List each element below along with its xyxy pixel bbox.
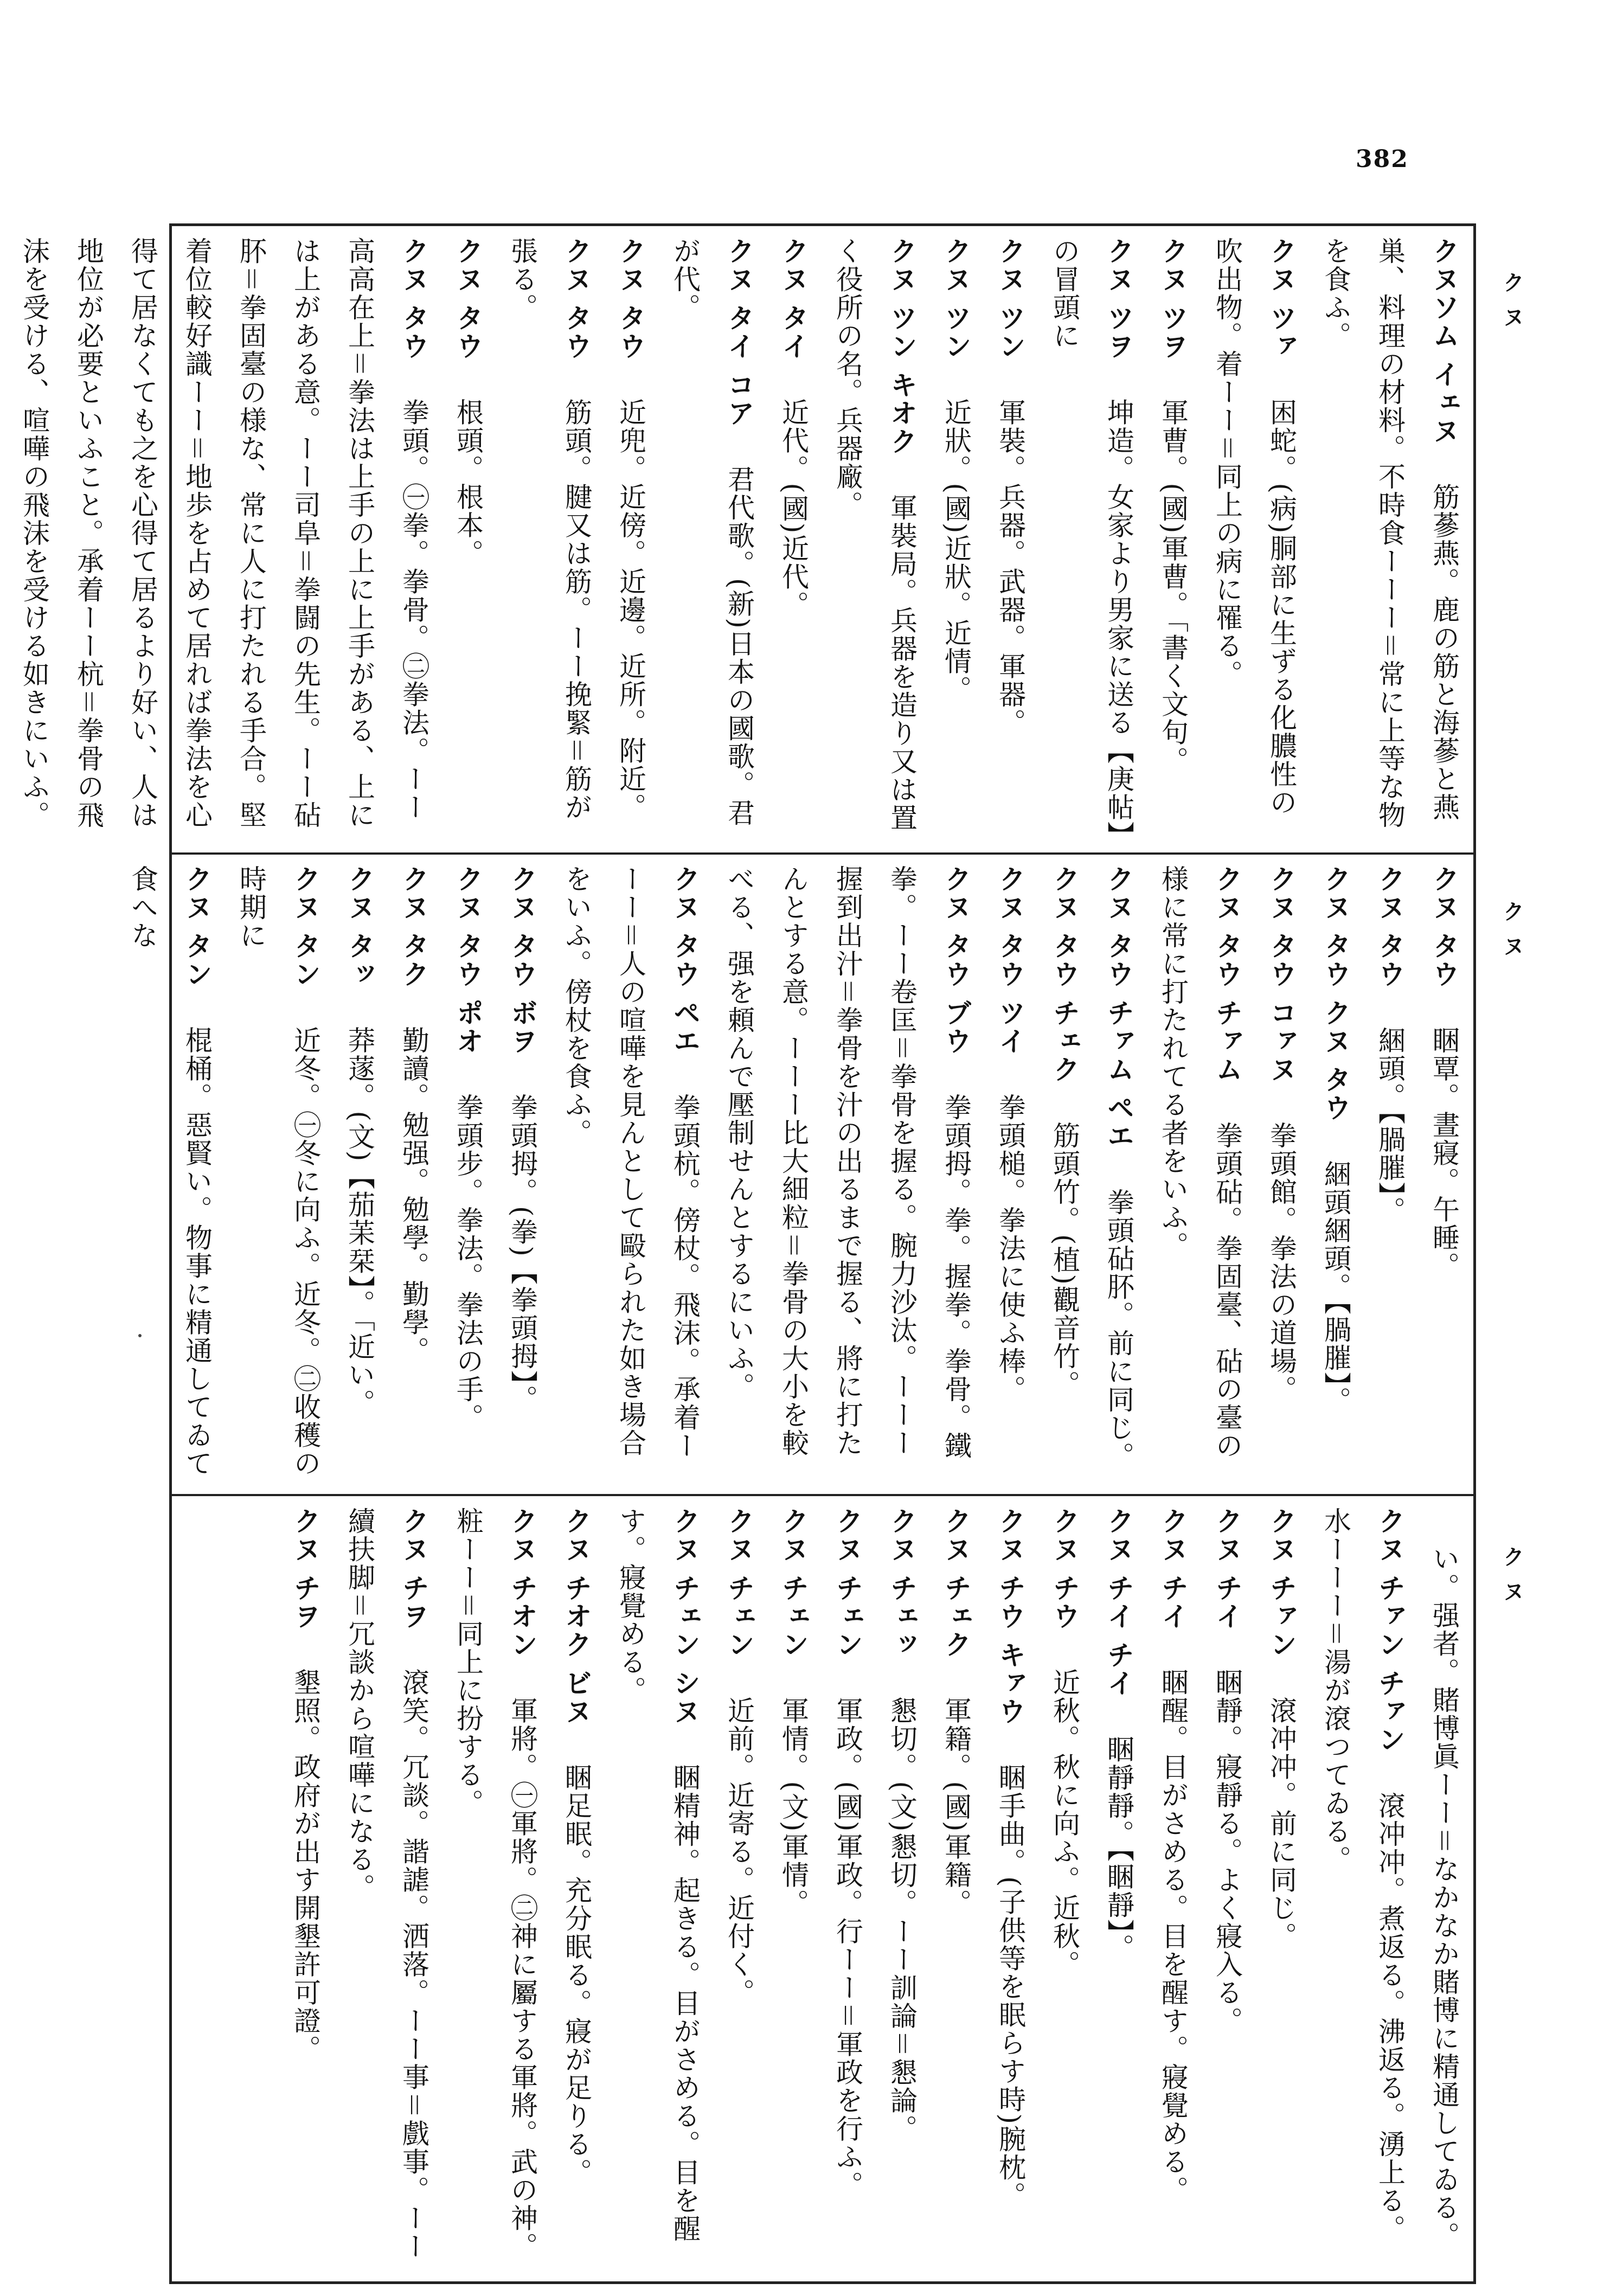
entry-headword: クヌ チヲ — [290, 1507, 321, 1631]
dictionary-entry — [1092, 1507, 1146, 2269]
entry-definition: 拳頭。㊀拳。拳骨。㊁拳法。ーー高高在上＝拳法は上手の上に上手がある、上には上がある意。ーー司阜＝拳闘の先生。ーー砧肧＝拳固臺の様な、常に人に打たれる手合。堅着位較好識ーー＝地歩を占めて居れば拳法を心得て居なくても之を心得て居るより好い、人は地位が必要といふこと。承着ーー杭＝拳骨の飛沫を受ける、喧嘩の飛沫を受ける如きにいふ。 — [18, 237, 429, 829]
dictionary-entry — [1037, 865, 1092, 1483]
entry-headword: クヌ チェン — [778, 1507, 809, 1659]
entry-definition: 拳頭步。拳法。拳法の手。 — [452, 1093, 484, 1432]
entry-definition: い。强者。賭博眞ーー＝なかなか賭博に精通してゐる。 — [1428, 1545, 1460, 2250]
entry-headword: クヌ タウ コァヌ — [1266, 865, 1297, 1083]
entry-definition: 睏手曲。(子供等を眠らす時)腕枕。 — [995, 1763, 1026, 2210]
dictionary-entry — [1417, 1507, 1471, 2269]
entry-headword: クヌ タウ — [452, 237, 484, 361]
entry-headword: クヌ ツン — [995, 237, 1026, 361]
dictionary-tier-bottom — [179, 1507, 1471, 2269]
dictionary-entry — [332, 1507, 441, 2269]
entry-definition: 近秋。秋に向ふ。近秋。 — [1049, 1668, 1080, 1979]
entry-definition: 睏靜靜。【睏靜】。 — [1103, 1735, 1134, 1962]
dictionary-entry — [1308, 237, 1471, 844]
dictionary-tier-middle — [127, 865, 1471, 1483]
entry-headword: クヌ タウ — [561, 237, 592, 361]
entry-headword: クヌ タウ — [615, 237, 646, 361]
entry-headword: クヌ チェン シヌ — [669, 1507, 701, 1726]
entry-definition: 墾照。政府が出す開墾許可證。 — [290, 1668, 321, 2063]
running-header-middle: クヌ — [1499, 900, 1525, 970]
dictionary-entry — [1417, 865, 1471, 1483]
entry-headword: クヌソム イェヌ — [1428, 237, 1460, 445]
page-number: 382 — [1356, 145, 1409, 173]
entry-definition: 滾冲冲。前に同じ。 — [1266, 1696, 1297, 1951]
dictionary-entry — [441, 865, 495, 1483]
dictionary-entry — [1254, 865, 1308, 1483]
entry-headword: クヌ タイ — [778, 237, 809, 361]
dictionary-entry — [387, 865, 441, 1483]
tier-divider — [172, 852, 1473, 855]
entry-headword: クヌ チァン — [1266, 1507, 1297, 1659]
entry-definition: 勤讀。勉强。勉學。勤學。 — [398, 1026, 429, 1365]
dictionary-entry — [116, 865, 224, 1483]
dictionary-tier-top — [18, 237, 1471, 844]
dictionary-entry — [441, 1507, 549, 2269]
dictionary-entry — [875, 1507, 929, 2269]
entry-definition: 根頭。根本。 — [452, 398, 484, 568]
dictionary-entry — [7, 237, 441, 844]
entry-definition: 拳頭拇。拳。握拳。拳骨。鐵拳。ーー卷匡＝拳骨を握る。腕力沙汰。ーーー握到出汁＝拳骨を汁の出るまで握る、將に打たんとする意。ーーー比大細粒＝拳骨の大小を較べる、强を頼んで壓制せんとするにいふ。 — [723, 865, 972, 1460]
print-speck — [138, 1334, 142, 1337]
entry-headword: クヌ チウ — [1049, 1507, 1080, 1631]
dictionary-entry — [1363, 865, 1417, 1483]
entry-headword: クヌ タウ ブウ — [940, 865, 972, 1055]
entry-definition: 懇切。(文)懇切。ーー訓論＝懇論。 — [886, 1696, 918, 2143]
dictionary-entry — [1037, 1507, 1092, 2269]
entry-headword: クヌ タウ — [1428, 865, 1460, 989]
entry-headword: クヌ チイ — [1211, 1507, 1243, 1631]
entry-definition: 綑頭。【腡膗】。 — [1374, 1026, 1406, 1225]
tier-divider — [172, 1494, 1473, 1496]
dictionary-entry — [332, 865, 387, 1483]
entry-headword: クヌ チオク ビヌ — [561, 1507, 592, 1726]
entry-headword: クヌ チェン — [723, 1507, 755, 1659]
dictionary-entry — [1146, 865, 1254, 1483]
entry-definition: 近代。(國)近代。 — [778, 398, 809, 619]
dictionary-entry — [1308, 1507, 1417, 2269]
entry-headword: クヌ タイ コア — [723, 237, 755, 427]
entry-headword: クヌ チェッ — [886, 1507, 918, 1659]
dictionary-entry — [712, 865, 983, 1483]
entry-definition: 睏覃。晝寢。午睡。 — [1428, 1026, 1460, 1280]
entry-definition: 拳頭杭。傍杖。飛沫。承着ーーー＝人の喧嘩を見んとして毆られた如き場合をいふ。傍杖を食ふ。 — [561, 865, 701, 1460]
entry-headword: クヌ ツヲ — [1103, 237, 1134, 361]
entry-headword: クヌ ツァ — [1266, 237, 1297, 361]
entry-definition: 拳頭砧。拳固臺、砧の臺の様に常に打たれてる者をいふ。 — [1157, 865, 1243, 1460]
running-header-bottom: クヌ — [1499, 1545, 1525, 1615]
dictionary-entry — [224, 865, 332, 1483]
entry-headword: クヌ チオン — [506, 1507, 538, 1659]
entry-definition: 坤造。女家より男家に送る【庚帖】の冒頭に — [1049, 237, 1134, 836]
dictionary-entry — [1146, 237, 1200, 844]
entry-definition: 軍裝局。兵器を造り又は置く役所の名。兵器廠。 — [832, 237, 918, 832]
dictionary-entry — [712, 1507, 766, 2269]
entry-definition: 近狀。(國)近狀。近情。 — [940, 398, 972, 704]
dictionary-entry — [1092, 865, 1146, 1483]
dictionary-entry — [1308, 865, 1363, 1483]
entry-definition: 筋頭竹。(植)觀音竹。 — [1049, 1121, 1080, 1399]
dictionary-entry — [929, 237, 983, 844]
entry-headword: クヌ タウ チェク — [1049, 865, 1080, 1083]
entry-definition: 君代歌。(新)日本の國歌。君が代。 — [669, 237, 755, 827]
entry-headword: クヌ タウ チァム — [1211, 865, 1243, 1083]
entry-headword: クヌ タク — [398, 865, 429, 989]
entry-headword: クヌ ツン — [940, 237, 972, 361]
entry-definition: 綑頭綑頭。【腡膗】。 — [1320, 1160, 1351, 1415]
dictionary-entry — [983, 865, 1037, 1483]
dictionary-entry — [441, 237, 495, 844]
entry-headword: クヌ タウ ペエ — [669, 865, 701, 1055]
entry-headword: クヌ チェン — [832, 1507, 863, 1659]
entry-definition: 拳頭砧肧。前に同じ。 — [1103, 1188, 1134, 1471]
page-frame — [18, 223, 1476, 2284]
dictionary-entry — [495, 865, 549, 1483]
entry-headword: クヌ タウ — [398, 237, 429, 361]
dictionary-entry — [549, 865, 712, 1483]
entry-definition: 軍裝。兵器。武器。軍器。 — [995, 398, 1026, 737]
dictionary-entry — [1037, 237, 1146, 844]
entry-headword: クヌ チイ — [1157, 1507, 1189, 1631]
entry-definition: 睏靜。寢靜る。よく寢入る。 — [1211, 1668, 1243, 2035]
entry-headword: クヌ ツン キオク — [886, 237, 918, 456]
entry-definition: 拳頭槌。拳法に使ふ棒。 — [995, 1093, 1026, 1403]
dictionary-entry — [1254, 1507, 1308, 2269]
entry-definition: 棍桶。惡賢い。物事に精通してゐて食へな — [127, 865, 213, 1478]
entry-definition: 軍籍。(國)軍籍。 — [940, 1696, 972, 1917]
entry-headword: クヌ タウ ボヲ — [506, 865, 538, 1055]
dictionary-entry — [929, 1507, 983, 2269]
dictionary-entry — [1200, 1507, 1254, 2269]
entry-definition: 軍情。(文)軍情。 — [778, 1696, 809, 1917]
dictionary-entry — [1146, 1507, 1200, 2269]
entry-headword: クヌ タウ — [1374, 865, 1406, 989]
entry-headword: クヌ タウ チァム ペエ — [1103, 865, 1134, 1151]
entry-headword: クヌ チヲ — [398, 1507, 429, 1631]
dictionary-entry — [604, 237, 658, 844]
dictionary-entry — [549, 1507, 604, 2269]
dictionary-entry — [278, 1507, 332, 2269]
entry-headword: クヌ タウ ツイ — [995, 865, 1026, 1055]
entry-definition: 近冬。㊀冬に向ふ。近冬。㊁收穫の時期に — [235, 865, 321, 1478]
dictionary-entry — [766, 237, 820, 844]
entry-definition: 近前。近寄る。近付く。 — [723, 1696, 755, 2007]
entry-definition: 睏足眠。充分眠る。寢が足りる。 — [561, 1763, 592, 2186]
dictionary-entry — [1200, 237, 1308, 844]
dictionary-entry — [658, 237, 766, 844]
entry-headword: クヌ チァン チァン — [1374, 1507, 1406, 1754]
entry-definition: 困蛇。(病)胴部に生ずる化膿性の吹出物。着ーー＝同上の病に罹る。 — [1211, 237, 1297, 817]
entry-headword: クヌ チウ キァウ — [995, 1507, 1026, 1726]
entry-definition: 筋頭。腱又は筋。ーー挽緊＝筋が張る。 — [506, 237, 592, 822]
dictionary-entry — [983, 237, 1037, 844]
entry-headword: クヌ タウ クヌ タウ — [1320, 865, 1351, 1123]
entry-headword: クヌ チイ チイ — [1103, 1507, 1134, 1697]
entry-definition: 滾笑。冗談。諧謔。洒落。ーー事＝戲事。ーー續扶脚＝冗談から喧嘩になる。 — [344, 1507, 429, 2261]
entry-definition: 滾冲冲。煮返る。沸返る。湧上る。水ーーー＝湯が滾つてゐる。 — [1320, 1507, 1406, 2243]
entry-headword: クヌ ツヲ — [1157, 237, 1189, 361]
entry-headword: クヌ タン — [290, 865, 321, 989]
dictionary-entry — [495, 237, 604, 844]
entry-definition: 軍曹。(國)軍曹。「書く文句。 — [1157, 398, 1189, 775]
running-header-top: クヌ — [1499, 271, 1525, 341]
dictionary-entry — [983, 1507, 1037, 2269]
entry-definition: 睏精神。起きる。目がさめる。目を醒す。寢覺める。 — [615, 1507, 701, 2243]
entry-headword: クヌ タウ ポオ — [452, 865, 484, 1055]
entry-definition: 筋蔘燕。鹿の筋と海蔘と燕巣、料理の材料。不時食ーーー＝常に上等な物を食ふ。 — [1320, 237, 1460, 829]
dictionary-entry — [820, 237, 929, 844]
entry-definition: 軍將。㊀軍將。㊁神に屬する軍將。武の神。粧ーー＝同上に扮する。 — [452, 1507, 538, 2261]
entry-headword: クヌ タン — [181, 865, 213, 989]
entry-definition: 拳頭拇。(拳)【拳頭拇】。 — [506, 1093, 538, 1413]
dictionary-entry — [766, 1507, 820, 2269]
entry-definition: 拳頭館。拳法の道場。 — [1266, 1121, 1297, 1403]
entry-headword: クヌ タッ — [344, 865, 375, 989]
entry-definition: 軍政。(國)軍政。行ーー＝軍政を行ふ。 — [832, 1696, 863, 2199]
entry-definition: 睏醒。目がさめる。目を醒す。寢覺める。 — [1157, 1668, 1189, 2204]
entry-headword: クヌ チェク — [940, 1507, 972, 1659]
dictionary-entry — [820, 1507, 875, 2269]
dictionary-entry — [604, 1507, 712, 2269]
entry-definition: 莽蓫。(文)【茄苿栞】。「近い。 — [344, 1026, 375, 1418]
entry-definition: 近兜。近傍。近邊。近所。附近。 — [615, 398, 646, 822]
